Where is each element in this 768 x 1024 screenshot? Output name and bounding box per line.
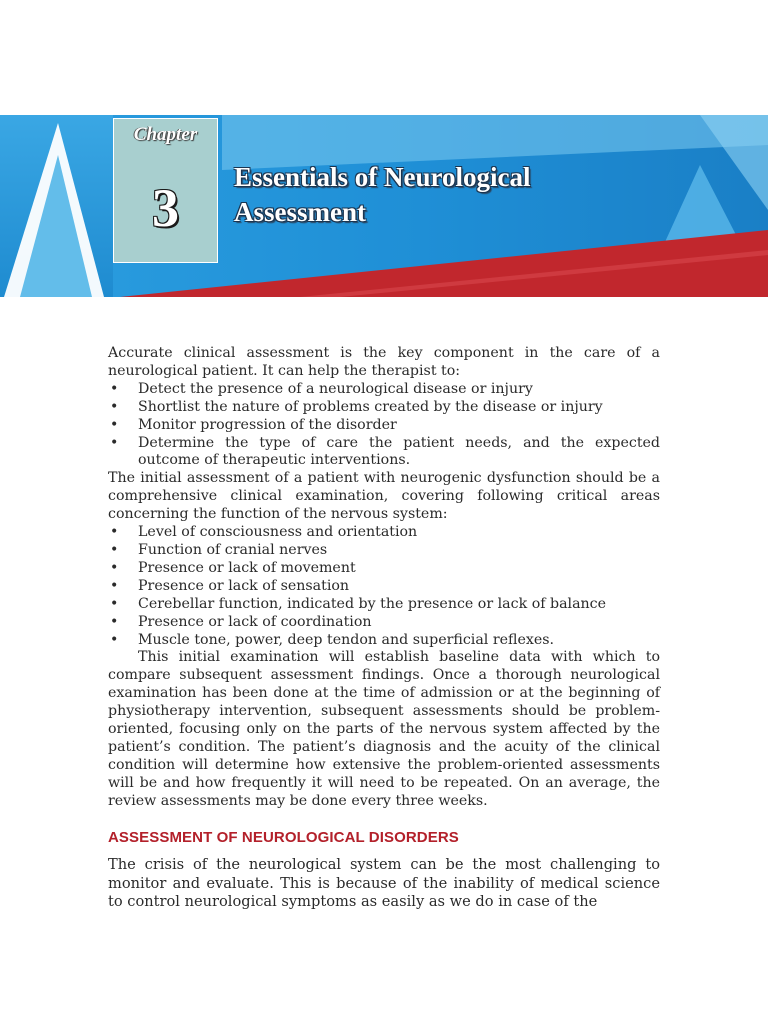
list-item [108, 435, 660, 471]
list-item-text: Shortlist the nature of problems created by the disease or injury [138, 398, 603, 415]
list-item-text: Function of cranial nerves [138, 541, 328, 558]
bullet-icon: • [110, 595, 119, 612]
list-item [108, 614, 660, 632]
critical-areas-list [108, 524, 660, 649]
bullet-icon: • [110, 631, 119, 648]
page-content [108, 345, 660, 911]
list-item [108, 417, 660, 435]
list-item-text: Monitor progression of the disorder [138, 416, 397, 433]
bullet-icon: • [110, 524, 119, 541]
crisis-paragraph: The crisis of the neurological system can be the most challenging to monitor and evaluate. This is because of the inability of medical science to control neurological symptoms as easily as we do in case of the [108, 856, 660, 910]
therapist-goals-list [108, 381, 660, 471]
list-item-text: Level of consciousness and orientation [138, 524, 418, 541]
bullet-icon: • [110, 541, 119, 558]
initial-assessment-paragraph: The initial assessment of a patient with neurogenic dysfunction should be a comprehensive clinical examination, covering following critical areas concerning the function of the nervous system: [108, 470, 660, 523]
list-item-text: Presence or lack of movement [138, 559, 356, 576]
bullet-icon: • [110, 416, 119, 433]
chapter-title [234, 160, 654, 230]
bullet-icon: • [110, 613, 119, 630]
list-item [108, 578, 660, 596]
list-item [108, 381, 660, 399]
bullet-icon: • [110, 380, 119, 397]
bullet-icon: • [110, 559, 119, 576]
chapter-number-box [113, 118, 218, 263]
intro-paragraph: Accurate clinical assessment is the key component in the care of a neurological patient. It can help the therapist to: [108, 345, 660, 379]
list-item [108, 560, 660, 578]
baseline-paragraph: This initial examination will establish baseline data with which to compare subsequent assessment findings. Once a thorough neurological examination has been done at the time of admission or at the beginning of physiotherapy intervention, subsequent assessments should be problem-oriented, focusing only on the parts of the nervous system affected by the patient’s condition. The patient’s diagnosis and the acuity of the clinical condition will determine how extensive the problem-oriented assessments will be and how frequently it will need to be repeated. On an average, the review assessments may be done every three weeks. [108, 649, 660, 809]
list-item [108, 596, 660, 614]
list-item [108, 632, 660, 650]
list-item-text: Determine the type of care the patient needs, and the expected outcome of therapeutic interventions. [138, 434, 660, 469]
list-item-text: Detect the presence of a neurological disease or injury [138, 380, 533, 397]
chapter-title-line-2: Assessment [234, 197, 366, 227]
bullet-icon: • [110, 434, 119, 451]
bullet-icon: • [110, 577, 119, 594]
list-item-text: Cerebellar function, indicated by the presence or lack of balance [138, 595, 607, 612]
list-item-text: Presence or lack of coordination [138, 613, 372, 630]
chapter-title-line-1: Essentials of Neurological [234, 162, 531, 192]
chapter-number: 3 [152, 178, 179, 238]
list-item [108, 399, 660, 417]
list-item [108, 524, 660, 542]
list-item-text: Muscle tone, power, deep tendon and superficial reflexes. [138, 631, 555, 648]
section-heading: ASSESSMENT OF NEUROLOGICAL DISORDERS [108, 828, 459, 846]
list-item-text: Presence or lack of sensation [138, 577, 350, 594]
chapter-label: Chapter [133, 124, 198, 145]
list-item [108, 542, 660, 560]
bullet-icon: • [110, 398, 119, 415]
